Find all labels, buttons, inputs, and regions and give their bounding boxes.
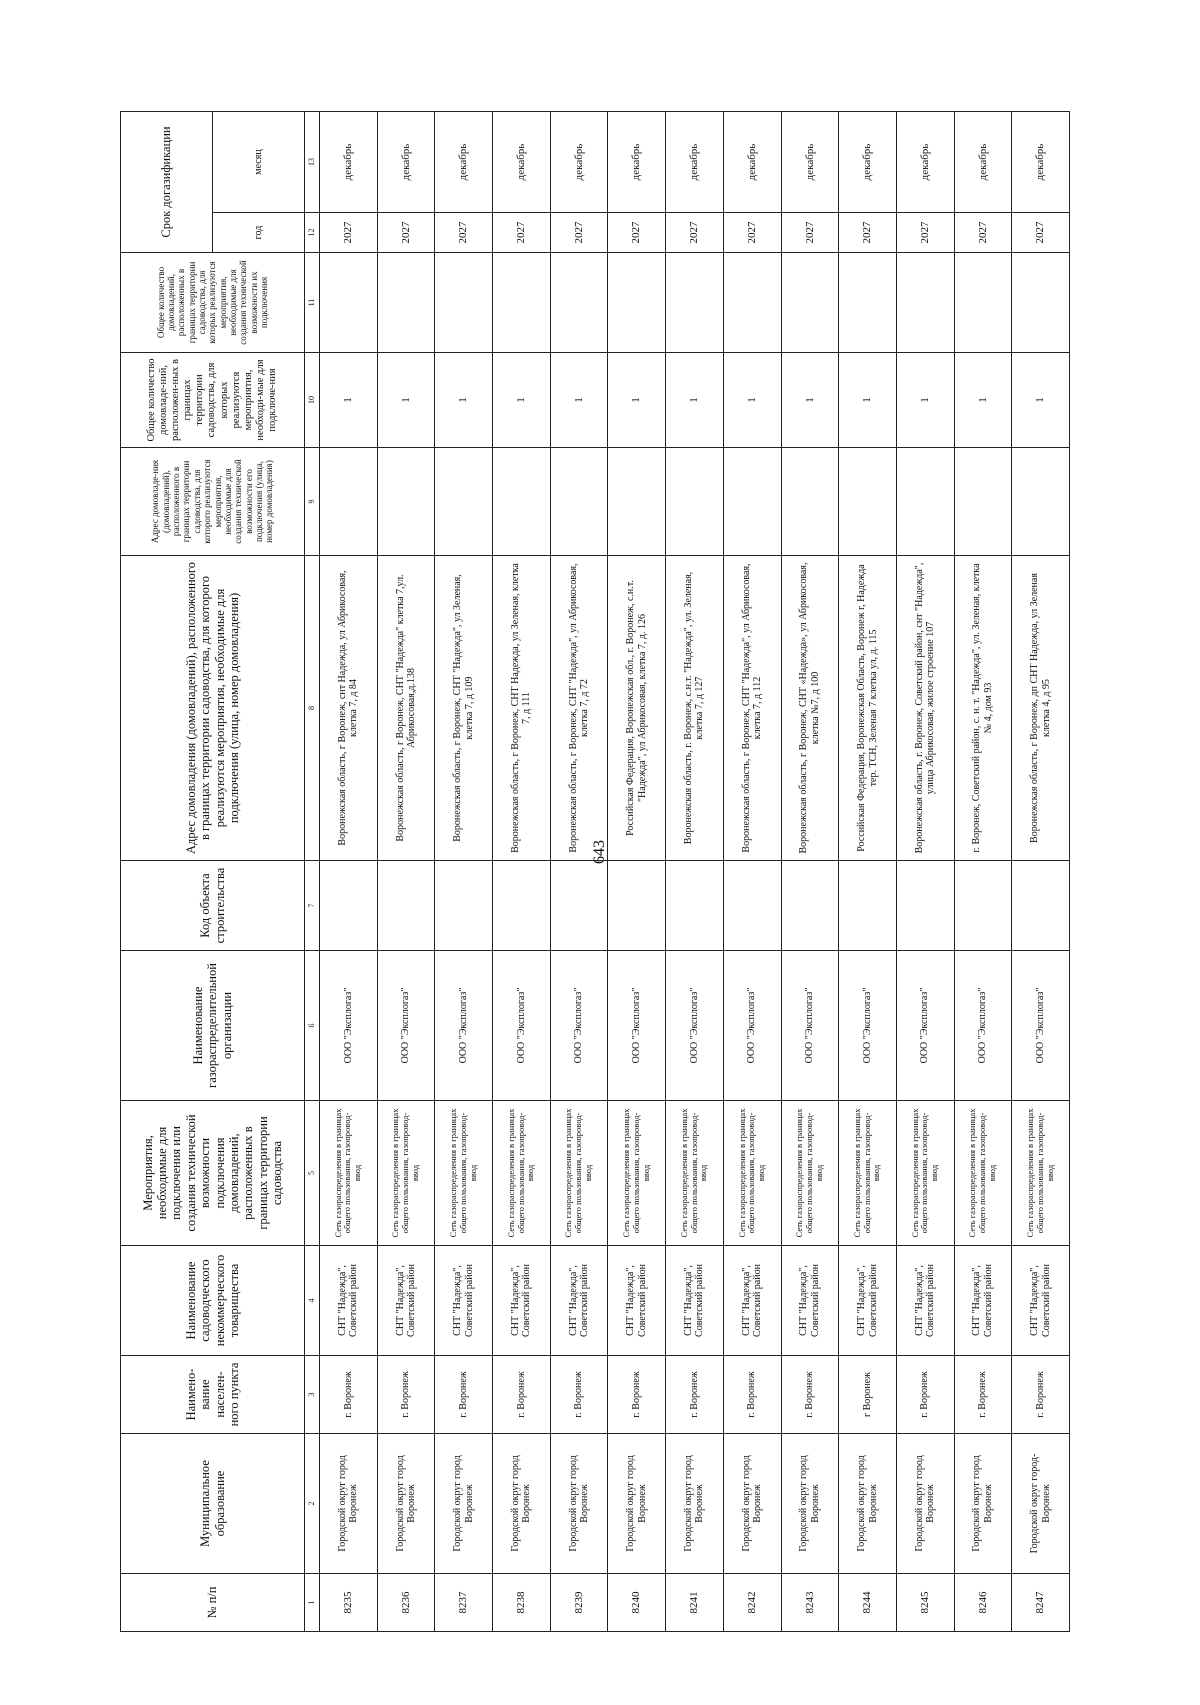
- cell-municipality: Городской округ город Воронеж: [954, 1434, 1012, 1574]
- cell-no: 8242: [723, 1574, 781, 1632]
- cell-year: 2027: [377, 213, 435, 253]
- table-row: [954, 112, 1012, 1632]
- header-address: Адрес домовладения (домовладений), расположенного в границах территории садоводства, для которого реализуются мероприятия, необходимые для подключения (улица, номер домовладения): [121, 556, 305, 861]
- cell-activities: Сеть газораспределения в границах общего пользования, газопровод-ввод: [435, 1101, 493, 1246]
- column-number: 8: [305, 556, 320, 861]
- cell-count-tech: [608, 253, 666, 353]
- cell-code: [781, 861, 839, 951]
- cell-count-conn: 1: [493, 353, 551, 448]
- cell-address-tech: [435, 448, 493, 556]
- cell-gdo: ООО "Эксплогаз": [377, 951, 435, 1101]
- cell-no: 8239: [550, 1574, 608, 1632]
- cell-settlement: г. Воронеж: [320, 1356, 378, 1434]
- cell-gdo: ООО "Эксплогаз": [1012, 951, 1070, 1101]
- table-row: [608, 112, 666, 1632]
- cell-address-tech: [839, 448, 897, 556]
- cell-count-conn: 1: [320, 353, 378, 448]
- cell-gdo: ООО "Эксплогаз": [839, 951, 897, 1101]
- cell-code: [723, 861, 781, 951]
- cell-address: Воронежская область, г Воронеж, СНТ «Надежда», ул Абрикосовая, клетка №7, д 100: [781, 556, 839, 861]
- column-number: 4: [305, 1246, 320, 1356]
- cell-municipality: Городской округ город Воронеж: [839, 1434, 897, 1574]
- cell-code: [377, 861, 435, 951]
- cell-snt: СНТ "Надежда", Советский район: [320, 1246, 378, 1356]
- cell-snt: СНТ "Надежда", Советский район: [608, 1246, 666, 1356]
- cell-year: 2027: [320, 213, 378, 253]
- cell-settlement: г. Воронеж: [723, 1356, 781, 1434]
- cell-settlement: г. Воронеж: [1012, 1356, 1070, 1434]
- cell-activities: Сеть газораспределения в границах общего пользования, газопровод-ввод: [781, 1101, 839, 1246]
- cell-address: Воронежская область, г Воронеж, снт Надежда, ул Абрикосовая, клетка 7, д 84: [320, 556, 378, 861]
- cell-month: декабрь: [723, 112, 781, 213]
- cell-gdo: ООО "Эксплогаз": [608, 951, 666, 1101]
- cell-year: 2027: [493, 213, 551, 253]
- cell-snt: СНТ "Надежда", Советский район: [377, 1246, 435, 1356]
- cell-no: 8246: [954, 1574, 1012, 1632]
- cell-address-tech: [723, 448, 781, 556]
- cell-code: [896, 861, 954, 951]
- cell-count-conn: 1: [435, 353, 493, 448]
- cell-settlement: г Воронеж: [839, 1356, 897, 1434]
- header-activities: Мероприятия, необходимые для подключения или создания технической возможности подключения домовладений, расположенных в границах территории садоводства: [121, 1101, 305, 1246]
- cell-code: [493, 861, 551, 951]
- cell-municipality: Городской округ город Воронеж: [666, 1434, 724, 1574]
- cell-settlement: г. Воронеж: [781, 1356, 839, 1434]
- cell-gdo: ООО "Эксплогаз": [666, 951, 724, 1101]
- cell-year: 2027: [435, 213, 493, 253]
- cell-no: 8244: [839, 1574, 897, 1632]
- cell-no: 8240: [608, 1574, 666, 1632]
- cell-settlement: г. Воронеж: [377, 1356, 435, 1434]
- cell-month: декабрь: [839, 112, 897, 213]
- cell-year: 2027: [666, 213, 724, 253]
- cell-address: г. Воронеж, Советский район, с. н. т. "Надежда", ул. Зеленая, клетка № 4, дом 93: [954, 556, 1012, 861]
- header-year: год: [213, 213, 305, 253]
- cell-settlement: г. Воронеж: [435, 1356, 493, 1434]
- cell-month: декабрь: [435, 112, 493, 213]
- cell-count-conn: 1: [896, 353, 954, 448]
- cell-snt: СНТ "Надежда", Советский район: [723, 1246, 781, 1356]
- cell-month: декабрь: [608, 112, 666, 213]
- cell-code: [320, 861, 378, 951]
- cell-snt: СНТ "Надежда", Советский район: [839, 1246, 897, 1356]
- cell-count-conn: 1: [377, 353, 435, 448]
- cell-municipality: Городской округ город Воронеж: [723, 1434, 781, 1574]
- cell-activities: Сеть газораспределения в границах общего пользования, газопровод-ввод: [839, 1101, 897, 1246]
- cell-gdo: ООО "Эксплогаз": [493, 951, 551, 1101]
- cell-count-tech: [896, 253, 954, 353]
- cell-gdo: ООО "Эксплогаз": [781, 951, 839, 1101]
- cell-activities: Сеть газораспределения в границах общего пользования, газопровод-ввод: [666, 1101, 724, 1246]
- cell-address-tech: [320, 448, 378, 556]
- column-number: 1: [305, 1574, 320, 1632]
- cell-code: [608, 861, 666, 951]
- cell-address: Воронежская область, г Воронеж, дп СНТ Надежда, ул Зеленая клетка 4, д 95: [1012, 556, 1070, 861]
- cell-address: Воронежская область, г Воронеж, СНТ "Надежда" клетка 7,ул. Абрикосовая,д.138: [377, 556, 435, 861]
- cell-activities: Сеть газораспределения в границах общего пользования, газопровод-ввод: [954, 1101, 1012, 1246]
- cell-month: декабрь: [954, 112, 1012, 213]
- cell-year: 2027: [781, 213, 839, 253]
- cell-address: Воронежская область, г Воронеж, СНТ "Надежда", ул Абрикосовая, клетка 7, д 112: [723, 556, 781, 861]
- cell-snt: СНТ "Надежда", Советский район: [550, 1246, 608, 1356]
- cell-settlement: г. Воронеж: [608, 1356, 666, 1434]
- cell-activities: Сеть газораспределения в границах общего пользования, газопровод-ввод: [493, 1101, 551, 1246]
- cell-count-tech: [839, 253, 897, 353]
- cell-month: декабрь: [493, 112, 551, 213]
- header-term: Срок догазификации: [121, 112, 213, 253]
- column-number: 5: [305, 1101, 320, 1246]
- header-snt: Наименование садоводческого некоммерческого товарищества: [121, 1246, 305, 1356]
- cell-gdo: ООО "Эксплогаз": [896, 951, 954, 1101]
- header-code: Код объекта строительства: [121, 861, 305, 951]
- cell-activities: Сеть газораспределения в границах общего пользования, газопровод-ввод: [377, 1101, 435, 1246]
- cell-address-tech: [896, 448, 954, 556]
- header-settlement: Наимено-вание населен-ного пункта: [121, 1356, 305, 1434]
- cell-count-conn: 1: [550, 353, 608, 448]
- cell-count-tech: [320, 253, 378, 353]
- table-row: [377, 112, 435, 1632]
- cell-count-conn: 1: [723, 353, 781, 448]
- cell-address-tech: [666, 448, 724, 556]
- cell-snt: СНТ "Надежда", Советский район: [781, 1246, 839, 1356]
- cell-address-tech: [954, 448, 1012, 556]
- header-count-tech: Общее количество домовладений, расположенных в границах территории садоводства, для которых реализуются мероприятия, необходимые для создания технической возможности их подключения: [121, 253, 305, 353]
- cell-activities: Сеть газораспределения в границах общего пользования, газопровод-ввод: [550, 1101, 608, 1246]
- header-no: № п/п: [121, 1574, 305, 1632]
- cell-count-tech: [493, 253, 551, 353]
- cell-municipality: Городской округ город Воронеж: [608, 1434, 666, 1574]
- cell-count-conn: 1: [666, 353, 724, 448]
- cell-settlement: г. Воронеж: [666, 1356, 724, 1434]
- cell-year: 2027: [896, 213, 954, 253]
- table-row: [723, 112, 781, 1632]
- table-row: [896, 112, 954, 1632]
- cell-month: декабрь: [377, 112, 435, 213]
- header-gdo: Наименование газораспределительной организации: [121, 951, 305, 1101]
- column-number: 3: [305, 1356, 320, 1434]
- table-row: [320, 112, 378, 1632]
- cell-count-tech: [377, 253, 435, 353]
- cell-settlement: г. Воронеж: [896, 1356, 954, 1434]
- column-number: 12: [305, 213, 320, 253]
- cell-year: 2027: [839, 213, 897, 253]
- cell-municipality: Городской округ город Воронеж: [550, 1434, 608, 1574]
- cell-address-tech: [377, 448, 435, 556]
- table-row: [1012, 112, 1070, 1632]
- cell-address: Воронежская область, г Воронеж, СНТ Надежда, ул Зеленая, клетка 7, д 111: [493, 556, 551, 861]
- cell-code: [954, 861, 1012, 951]
- cell-address: Воронежская область, г. Воронеж, Советский район, снт "Надежда", улица Абрикосовая, жилое строение 107: [896, 556, 954, 861]
- cell-year: 2027: [1012, 213, 1070, 253]
- cell-settlement: г. Воронеж: [493, 1356, 551, 1434]
- column-number: 13: [305, 112, 320, 213]
- cell-code: [1012, 861, 1070, 951]
- cell-activities: Сеть газораспределения в границах общего пользования, газопровод-ввод: [723, 1101, 781, 1246]
- cell-no: 8243: [781, 1574, 839, 1632]
- cell-month: декабрь: [666, 112, 724, 213]
- cell-municipality: Городской округ город Воронеж: [896, 1434, 954, 1574]
- column-number: 7: [305, 861, 320, 951]
- cell-no: 8238: [493, 1574, 551, 1632]
- cell-municipality: Городской округ город Воронеж: [493, 1434, 551, 1574]
- cell-address-tech: [493, 448, 551, 556]
- cell-no: 8235: [320, 1574, 378, 1632]
- cell-activities: Сеть газораспределения в границах общего пользования, газопровод-ввод: [896, 1101, 954, 1246]
- cell-snt: СНТ "Надежда", Советский район: [896, 1246, 954, 1356]
- cell-address-tech: [781, 448, 839, 556]
- cell-count-tech: [666, 253, 724, 353]
- cell-count-conn: 1: [781, 353, 839, 448]
- cell-address: Российская Федерация, Воронежская обл., г. Воронеж, с.н.т. "Надежда", ул Абрикосовая, клетка 7, д. 126: [608, 556, 666, 861]
- header-month: месяц: [213, 112, 305, 213]
- cell-snt: СНТ "Надежда", Советский район: [435, 1246, 493, 1356]
- cell-address-tech: [550, 448, 608, 556]
- cell-address: Российская Федерация, Воронежская Область, Воронеж г, Надежда тер. ТСН, Зеленая 7 клетка ул, д. 115: [839, 556, 897, 861]
- cell-no: 8245: [896, 1574, 954, 1632]
- cell-municipality: Городской округ город-Воронеж: [1012, 1434, 1070, 1574]
- cell-count-conn: 1: [608, 353, 666, 448]
- column-number: 6: [305, 951, 320, 1101]
- header-count-conn: Общее количество домовладе-ний, расположен-ных в границах территории садоводства, для которых реализуются мероприятия, необходи-мые для подключе-ния: [121, 353, 305, 448]
- cell-address-tech: [1012, 448, 1070, 556]
- cell-count-conn: 1: [1012, 353, 1070, 448]
- cell-snt: СНТ "Надежда", Советский район: [666, 1246, 724, 1356]
- page-number: 643: [591, 840, 608, 864]
- cell-count-tech: [550, 253, 608, 353]
- cell-gdo: ООО "Эксплогаз": [723, 951, 781, 1101]
- cell-code: [666, 861, 724, 951]
- cell-no: 8236: [377, 1574, 435, 1632]
- cell-count-tech: [1012, 253, 1070, 353]
- table-row: [781, 112, 839, 1632]
- table-body: [320, 112, 1070, 1632]
- rotated-table-container: [120, 112, 1070, 1632]
- cell-municipality: Городской округ город Воронеж: [320, 1434, 378, 1574]
- cell-year: 2027: [954, 213, 1012, 253]
- cell-year: 2027: [723, 213, 781, 253]
- cell-year: 2027: [550, 213, 608, 253]
- cell-no: 8237: [435, 1574, 493, 1632]
- column-number: 2: [305, 1434, 320, 1574]
- column-number: 10: [305, 353, 320, 448]
- cell-month: декабрь: [781, 112, 839, 213]
- table-row: [666, 112, 724, 1632]
- cell-count-tech: [781, 253, 839, 353]
- cell-municipality: Городской округ город Воронеж: [377, 1434, 435, 1574]
- cell-gdo: ООО "Эксплогаз": [435, 951, 493, 1101]
- header-municipality: Муниципальное образование: [121, 1434, 305, 1574]
- column-number: 9: [305, 448, 320, 556]
- cell-gdo: ООО "Эксплогаз": [320, 951, 378, 1101]
- cell-activities: Сеть газораспределения в границах общего пользования, газопровод-ввод: [608, 1101, 666, 1246]
- gasification-table: [120, 111, 1070, 1632]
- cell-gdo: ООО "Эксплогаз": [954, 951, 1012, 1101]
- cell-address: Воронежская область, г Воронеж, СНТ "Надежда", ул Абрикосовая, клетка 7, д 72: [550, 556, 608, 861]
- cell-code: [839, 861, 897, 951]
- cell-address: Воронежская область, г. Воронеж, с.н.т. "Надежда", ул. Зеленая, клетка 7, д 127: [666, 556, 724, 861]
- cell-municipality: Городской округ город Воронеж: [435, 1434, 493, 1574]
- column-number: 11: [305, 253, 320, 353]
- cell-no: 8247: [1012, 1574, 1070, 1632]
- cell-month: декабрь: [320, 112, 378, 213]
- cell-snt: СНТ "Надежда", Советский район: [493, 1246, 551, 1356]
- header-address-tech: Адрес домовладе-ния (домовладений), расположенного в границах территории садоводства, для которого реализуются мероприятия, необходимые для создания технической возможности его подключения (улица, номер домовладения): [121, 448, 305, 556]
- cell-month: декабрь: [896, 112, 954, 213]
- cell-month: декабрь: [550, 112, 608, 213]
- cell-activities: Сеть газораспределения в границах общего пользования, газопровод-ввод: [1012, 1101, 1070, 1246]
- table-row: [550, 112, 608, 1632]
- cell-year: 2027: [608, 213, 666, 253]
- table-row: [493, 112, 551, 1632]
- cell-settlement: г. Воронеж: [550, 1356, 608, 1434]
- cell-no: 8241: [666, 1574, 724, 1632]
- cell-code: [550, 861, 608, 951]
- cell-municipality: Городской округ город Воронеж: [781, 1434, 839, 1574]
- cell-count-conn: 1: [954, 353, 1012, 448]
- cell-snt: СНТ "Надежда", Советский район: [1012, 1246, 1070, 1356]
- cell-month: декабрь: [1012, 112, 1070, 213]
- cell-count-tech: [954, 253, 1012, 353]
- cell-code: [435, 861, 493, 951]
- cell-settlement: г. Воронеж: [954, 1356, 1012, 1434]
- cell-count-conn: 1: [839, 353, 897, 448]
- cell-address-tech: [608, 448, 666, 556]
- cell-snt: СНТ "Надежда", Советский район: [954, 1246, 1012, 1356]
- table-row: [839, 112, 897, 1632]
- cell-gdo: ООО "Эксплогаз": [550, 951, 608, 1101]
- cell-count-tech: [435, 253, 493, 353]
- cell-activities: Сеть газораспределения в границах общего пользования, газопровод-ввод: [320, 1101, 378, 1246]
- cell-count-tech: [723, 253, 781, 353]
- table-row: [435, 112, 493, 1632]
- cell-address: Воронежская область, г Воронеж, СНТ "Надежда", ул Зеленая, клетка 7, д 109: [435, 556, 493, 861]
